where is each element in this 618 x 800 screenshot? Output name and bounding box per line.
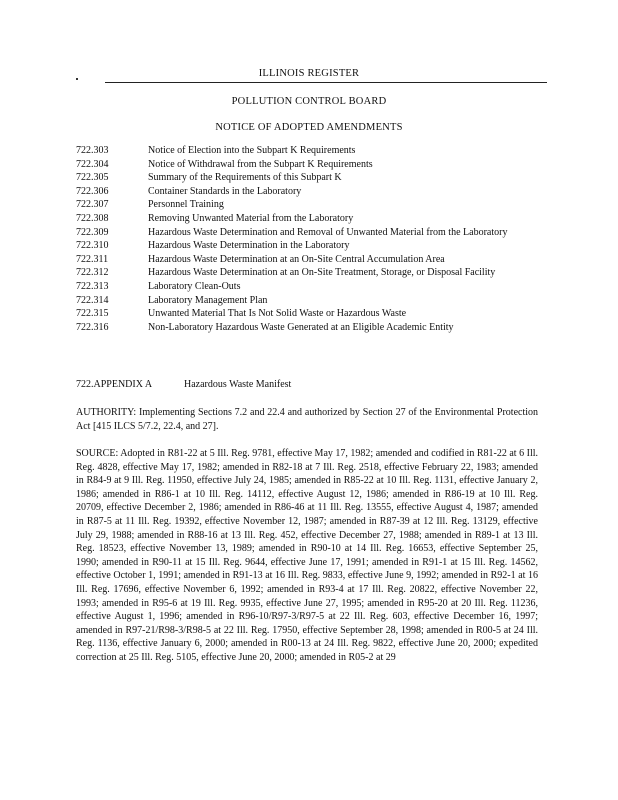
section-title: Removing Unwanted Material from the Laboratory (148, 212, 354, 224)
section-number: 722.313 (76, 280, 109, 292)
register-title: ILLINOIS REGISTER (258, 68, 360, 79)
section-number: 722.308 (76, 212, 109, 224)
appendix-entry (76, 379, 291, 390)
section-entry (76, 321, 536, 335)
header-rule (105, 82, 547, 83)
authority-paragraph: AUTHORITY: Implementing Sections 7.2 and 22.4 and authorized by Section 27 of the Environmental Protection Act [415 ILCS 5/7.2, 22.4, and 27]. (76, 407, 538, 432)
section-title: Hazardous Waste Determination in the Laboratory (148, 240, 350, 252)
section-title: Personnel Training (148, 199, 224, 211)
section-number: 722.306 (76, 185, 109, 197)
section-entry (76, 266, 536, 280)
section-number: 722.315 (76, 308, 109, 320)
section-entry (76, 239, 536, 253)
section-title: Container Standards in the Laboratory (148, 185, 302, 197)
section-title: Laboratory Clean-Outs (148, 280, 241, 292)
appendix-number: 722.APPENDIX A (76, 379, 153, 390)
section-entry (76, 307, 536, 321)
section-entry (76, 158, 536, 172)
section-entry (76, 212, 536, 226)
section-title: Summary of the Requirements of this Subpart K (148, 172, 342, 184)
source-paragraph: SOURCE: Adopted in R81-22 at 5 Ill. Reg. 9781, effective May 17, 1982; amended and codified in R81-22 at 6 Ill. Reg. 4828, effective May 17, 1982; amended in R82-18 at 7 Ill. Reg. 2518, effective February 22, 1983; amended in R84-9 at 9 Ill. Reg. 11950, effective July 24, 1985; amended in R85-22 at 10 Ill. Reg. 1131, effective January 2, 1986; amended in R86-1 at 10 Ill. Reg. 14112, effective August 12, 1986; amended in R86-19 at 10 Ill. Reg. 20709, effective December 2, 1986; amended in R86-46 at 11 Ill. Reg. 13555, effective August 4, 1987; amended in R87-5 at 11 Ill. Reg. 19392, effective November 12, 1987; amended in R87-39 at 12 Ill. Reg. 13129, effective July 29, 1988; amended in R88-16 at 13 Ill. Reg. 452, effective December 27, 1988; amended in R89-1 at 13 Ill. Reg. 18523, effective November 13, 1989; amended in R90-10 at 14 Ill. Reg. 16653, effective September 25, 1990; amended in R90-11 at 15 Ill. Reg. 9644, effective June 17, 1991; amended in R91-1 at 15 Ill. Reg. 14562, effective October 1, 1991; amended in R91-13 at 16 Ill. Reg. 9833, effective June 9, 1992; amended in R92-1 at 16 Ill. Reg. 17696, effective November 6, 1992; amended in R93-4 at 17 Ill. Reg. 20822, effective November 22, 1993; amended in R95-6 at 19 Ill. Reg. 9935, effective June 27, 1995; amended in R95-20 at 20 Ill. Reg. 11236, effective August 1, 1996; amended in R96-10/R97-3/R97-5 at 22 Ill. Reg. 603, effective December 16, 1997; amended in R97-21/R98-3/R98-5 at 22 Ill. Reg. 17950, effective September 28, 1998; amended in R00-5 at 24 Ill. Reg. 1136, effective January 6, 2000; amended in R00-13 at 24 Ill. Reg. 9822, effective June 20, 2000; expedited correction at 25 Ill. Reg. 5105, effective June 20, 2000; amended in R05-2 at 29 (76, 448, 538, 663)
section-title: Hazardous Waste Determination at an On-Site Treatment, Storage, or Disposal Facility (148, 267, 496, 279)
board-title: POLLUTION CONTROL BOARD (231, 96, 387, 107)
section-number: 722.311 (76, 253, 109, 265)
section-number: 722.316 (76, 321, 109, 333)
section-number: 722.304 (76, 158, 109, 170)
section-title: Notice of Withdrawal from the Subpart K Requirements (148, 158, 373, 170)
section-number: 722.303 (76, 145, 109, 156)
section-title: Notice of Election into the Subpart K Requirements (148, 145, 356, 156)
section-entry (76, 253, 536, 267)
section-entry (76, 144, 536, 158)
section-title: Hazardous Waste Determination at an On-Site Central Accumulation Area (148, 253, 445, 265)
section-entry (76, 185, 536, 199)
section-list (76, 144, 536, 334)
notice-title: NOTICE OF ADOPTED AMENDMENTS (215, 122, 403, 133)
section-entry (76, 171, 536, 185)
appendix-title: Hazardous Waste Manifest (184, 379, 292, 390)
section-title: Laboratory Management Plan (148, 294, 268, 306)
section-number: 722.307 (76, 199, 109, 211)
section-entry (76, 198, 536, 212)
section-title: Unwanted Material That Is Not Solid Waste or Hazardous Waste (148, 308, 407, 320)
section-title: Non-Laboratory Hazardous Waste Generated at an Eligible Academic Entity (148, 321, 454, 333)
section-number: 722.310 (76, 240, 109, 252)
section-entry (76, 294, 536, 308)
section-title: Hazardous Waste Determination and Removal of Unwanted Material from the Laboratory (148, 226, 508, 238)
section-entry (76, 280, 536, 294)
section-entry (76, 226, 536, 240)
section-number: 722.309 (76, 226, 109, 238)
section-number: 722.312 (76, 267, 109, 279)
section-number: 722.305 (76, 172, 109, 184)
section-number: 722.314 (76, 294, 109, 306)
